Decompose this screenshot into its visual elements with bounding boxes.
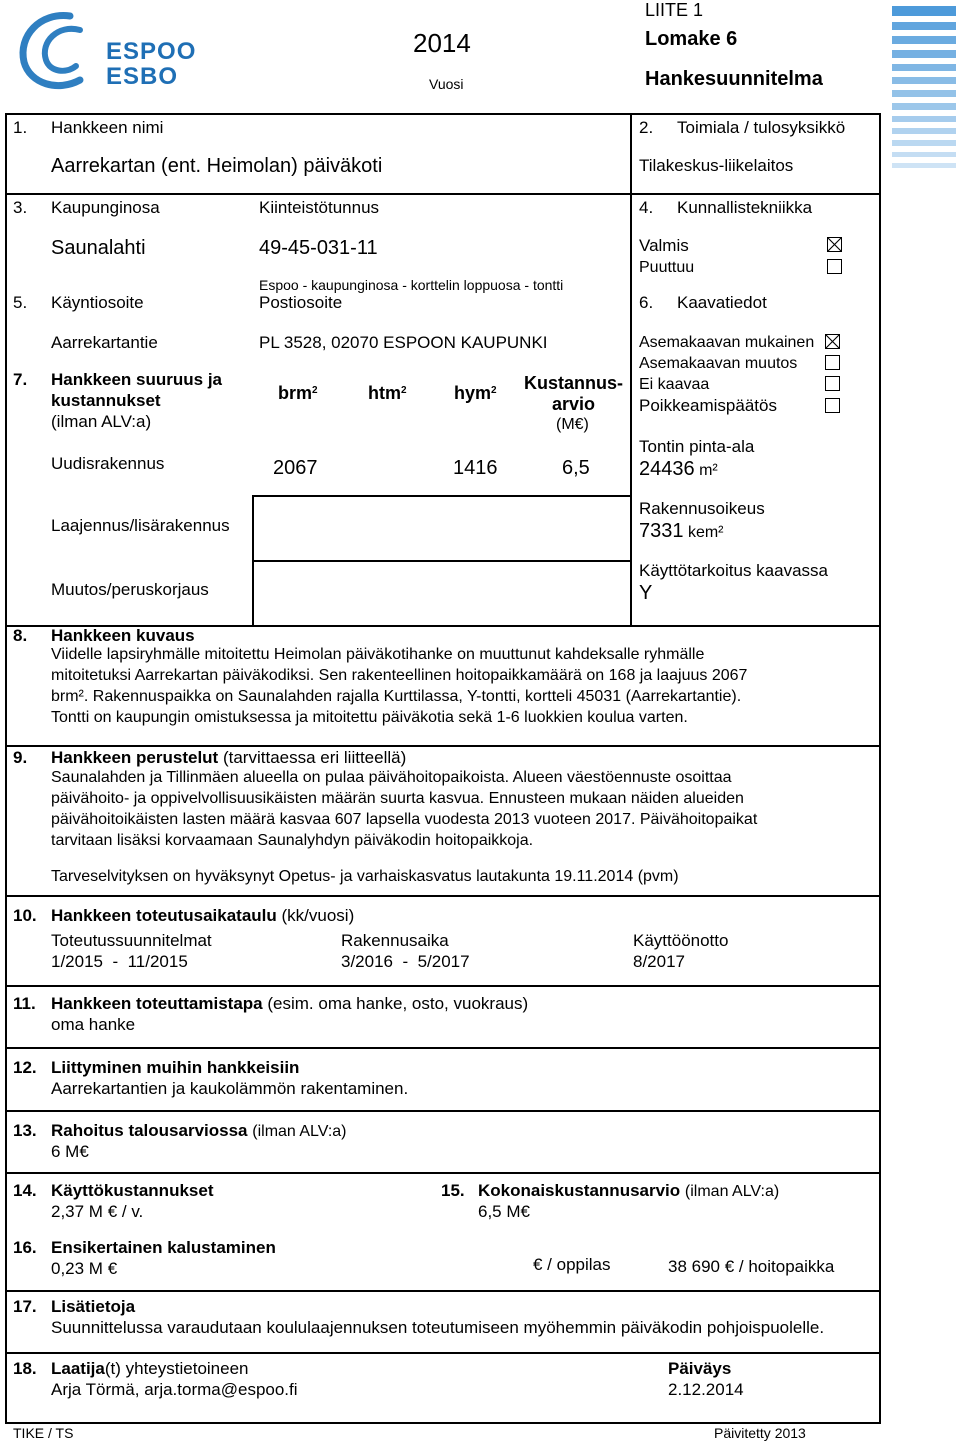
col-brm-header: brm$^2$ bbox=[278, 383, 318, 403]
row-renovation-label: Muutos/peruskorjaus bbox=[51, 580, 209, 599]
plot-area-value: 24436 bbox=[639, 458, 695, 480]
s11-heading bbox=[51, 994, 528, 1014]
s11-label-note: (esim. oma hanke, osto, vuokraus) bbox=[267, 994, 529, 1013]
s9-line4: tarvitaan lisäksi korvaamaan Saunalyhdyn päiväkodin hoitopaikkoja. bbox=[51, 832, 534, 849]
liite-label: LIITE 1 bbox=[645, 0, 704, 20]
building-rights-label: Rakennusoikeus bbox=[639, 499, 765, 518]
zoning-checkbox-change[interactable] bbox=[825, 355, 840, 370]
s9-approval-line: Tarveselvityksen on hyväksynyt Opetus- ja varhaiskasvatus lautakunta 19.11.2014 (pvm) bbox=[51, 868, 679, 885]
plot-area-label: Tontin pinta-ala bbox=[639, 437, 755, 456]
s13-value: 6 M€ bbox=[51, 1142, 89, 1161]
zoning-option-compliant: Asemakaavan mukainen bbox=[639, 334, 815, 351]
s15-value: 6,5 M€ bbox=[478, 1202, 530, 1221]
building-rights-unit: kem² bbox=[687, 524, 724, 541]
s18-label: Laatija bbox=[51, 1359, 105, 1378]
department-value: Tilakeskus-liikelaitos bbox=[639, 156, 794, 175]
s9-heading bbox=[51, 748, 406, 768]
s6-number: 6. bbox=[639, 293, 654, 312]
s4-number: 4. bbox=[639, 198, 654, 217]
s6-label: Kaavatiedot bbox=[677, 293, 767, 312]
s16-number: 16. bbox=[13, 1238, 37, 1257]
s10-number: 10. bbox=[13, 906, 37, 925]
s1-label: Hankkeen nimi bbox=[51, 118, 164, 137]
year-value: 2014 bbox=[413, 28, 471, 58]
col-hym-header: hym$^2$ bbox=[454, 383, 497, 403]
s18-value: Arja Törmä, arja.torma@espoo.fi bbox=[51, 1380, 298, 1399]
s10-label-note: (kk/vuosi) bbox=[281, 906, 355, 925]
s5-label: Käyntiosoite bbox=[51, 293, 144, 312]
property-id-note: Espoo - kaupunginosa - korttelin loppuosa - tontti bbox=[259, 277, 564, 293]
s8-line1: Viidelle lapsiryhmälle mitoitettu Heimolan päiväkotihanke on muuttunut kahdeksalle ryhmälle bbox=[51, 646, 705, 663]
col-cost-header-line2: arvio bbox=[552, 394, 596, 414]
plot-area-unit: m² bbox=[699, 462, 718, 479]
schedule-construction-label: Rakennusaika bbox=[341, 931, 449, 950]
s9-label-note: (tarvittaessa eri liitteellä) bbox=[222, 748, 407, 767]
plot-area-row bbox=[639, 458, 718, 481]
property-id-label: Kiinteistötunnus bbox=[259, 198, 380, 217]
zoning-option-change: Asemakaavan muutos bbox=[639, 355, 798, 372]
col-cost-header-line1: Kustannus- bbox=[524, 373, 623, 393]
building-rights-value: 7331 bbox=[639, 520, 684, 542]
s1-number: 1. bbox=[13, 118, 28, 137]
schedule-planning-value: 1/2015 - 11/2015 bbox=[51, 952, 188, 971]
date-value: 2.12.2014 bbox=[668, 1380, 744, 1399]
s7-label-line3: (ilman ALV:a) bbox=[51, 412, 152, 431]
s9-line3: päivähoitoikäisten lasten määrä kasvaa 607 lapsella vuodesta 2013 vuoteen 2017. Päivähoitopaikat bbox=[51, 811, 758, 828]
s8-line4: Tontti on kaupungin omistuksessa ja mitoitettu päiväkotia sekä 1-6 luokkien koulua varten. bbox=[51, 709, 688, 726]
s17-value: Suunnittelussa varaudutaan koululaajennuksen toteutumiseen myöhemmin päiväkodin pohjoispuolelle. bbox=[51, 1318, 825, 1337]
s17-label: Lisätietoja bbox=[51, 1297, 136, 1316]
infra-checkbox-missing[interactable] bbox=[827, 259, 842, 274]
s18-number: 18. bbox=[13, 1359, 37, 1378]
s2-number: 2. bbox=[639, 118, 654, 137]
doc-title: Hankesuunnitelma bbox=[645, 68, 823, 90]
s7-label-line1: Hankkeen suuruus ja bbox=[51, 370, 223, 389]
s8-label: Hankkeen kuvaus bbox=[51, 626, 195, 645]
schedule-planning-label: Toteutussuunnitelmat bbox=[51, 931, 212, 950]
s2-label: Toimiala / tulosyksikkö bbox=[677, 118, 846, 137]
infra-option-missing: Puuttuu bbox=[639, 259, 695, 276]
row-new-construction-label: Uudisrakennus bbox=[51, 454, 165, 473]
district-value: Saunalahti bbox=[51, 237, 146, 259]
s3-number: 3. bbox=[13, 198, 28, 217]
s13-heading bbox=[51, 1121, 347, 1141]
s16-label: Ensikertainen kalustaminen bbox=[51, 1238, 276, 1257]
s14-label: Käyttökustannukset bbox=[51, 1181, 214, 1200]
footer-left: TIKE / TS bbox=[13, 1425, 74, 1441]
property-id-value: 49-45-031-11 bbox=[259, 237, 378, 259]
s12-label: Liittyminen muihin hankkeisiin bbox=[51, 1058, 300, 1077]
s12-number: 12. bbox=[13, 1058, 37, 1077]
lomake-label: Lomake 6 bbox=[645, 28, 738, 50]
schedule-construction-value: 3/2016 - 5/2017 bbox=[341, 952, 470, 971]
zoning-checkbox-compliant[interactable] bbox=[825, 334, 840, 349]
s4-label: Kunnallistekniikka bbox=[677, 198, 813, 217]
row-extension-label: Laajennus/lisärakennus bbox=[51, 516, 230, 535]
postal-value: PL 3528, 02070 ESPOON KAUPUNKI bbox=[259, 333, 548, 352]
s14-value: 2,37 M € / v. bbox=[51, 1202, 144, 1221]
col-cost-header-line3: (M€) bbox=[556, 416, 589, 433]
logo-swirl-icon bbox=[10, 8, 110, 96]
date-label: Päiväys bbox=[668, 1359, 732, 1378]
s9-line1: Saunalahden ja Tillinmäen alueella on pulaa päivähoitopaikoista. Alueen väestöennuste osoittaa bbox=[51, 769, 732, 786]
s11-value: oma hanke bbox=[51, 1015, 136, 1034]
s10-label: Hankkeen toteutusaikataulu bbox=[51, 906, 277, 925]
s3-label: Kaupunginosa bbox=[51, 198, 160, 217]
s14-number: 14. bbox=[13, 1181, 37, 1200]
s11-label: Hankkeen toteuttamistapa bbox=[51, 994, 263, 1013]
land-use-label: Käyttötarkoitus kaavassa bbox=[639, 561, 828, 580]
footer-right: Päivitetty 2013 bbox=[714, 1425, 806, 1441]
s9-line2: päivähoito- ja oppivelvollisuusikäisten määrän suurta kasvua. Ennusteen mukaan näiden alueiden bbox=[51, 790, 744, 807]
s11-number: 11. bbox=[13, 994, 36, 1013]
s7-label-line2: kustannukset bbox=[51, 391, 161, 410]
zoning-checkbox-exception[interactable] bbox=[825, 398, 840, 413]
espoo-logo bbox=[10, 8, 210, 98]
land-use-value: Y bbox=[639, 582, 653, 604]
col-htm-header: htm$^2$ bbox=[368, 383, 407, 403]
s15-label: Kokonaiskustannusarvio bbox=[478, 1181, 681, 1200]
infra-option-ready: Valmis bbox=[639, 236, 689, 255]
logo-esbo-text: ESBO bbox=[106, 63, 179, 90]
s16-value: 0,23 M € bbox=[51, 1259, 118, 1278]
postal-label: Postiosoite bbox=[259, 293, 343, 312]
s15-label-note: (ilman ALV:a) bbox=[684, 1183, 780, 1200]
s9-label: Hankkeen perustelut bbox=[51, 748, 219, 767]
s17-number: 17. bbox=[13, 1297, 37, 1316]
s8-line2: mitoitetuksi Aarrekartan päiväkodiksi. Sen rakenteellinen hoitopaikkamäärä on 168 ja laajuus 2067 bbox=[51, 667, 748, 684]
row-new-construction-brm: 2067 bbox=[273, 457, 318, 479]
zoning-option-none: Ei kaavaa bbox=[639, 376, 710, 393]
s9-number: 9. bbox=[13, 748, 28, 767]
s13-label: Rahoitus talousarviossa bbox=[51, 1121, 248, 1140]
per-pupil-cost: € / oppilas bbox=[533, 1255, 611, 1274]
decorative-stripes-icon bbox=[892, 6, 956, 176]
s8-line3: brm². Rakennuspaikka on Saunalahden rajalla Kurttilassa, Y-tontti, kortteli 45031 (Aarrekartantie). bbox=[51, 688, 742, 705]
infra-checkbox-ready[interactable] bbox=[827, 237, 842, 252]
building-rights-row bbox=[639, 520, 724, 543]
schedule-commissioning-label: Käyttöönotto bbox=[633, 931, 729, 950]
project-name: Aarrekartan (ent. Heimolan) päiväkoti bbox=[51, 155, 383, 177]
s15-number: 15. bbox=[441, 1181, 465, 1200]
s18-heading bbox=[51, 1359, 249, 1379]
street-address-value: Aarrekartantie bbox=[51, 333, 158, 352]
zoning-checkbox-none[interactable] bbox=[825, 376, 840, 391]
s18-label-rest: (t) yhteystietoineen bbox=[104, 1359, 249, 1378]
s5-number: 5. bbox=[13, 293, 28, 312]
s13-label-note: (ilman ALV:a) bbox=[252, 1123, 347, 1140]
year-label: Vuosi bbox=[429, 76, 464, 92]
zoning-option-exception: Poikkeamispäätös bbox=[639, 396, 777, 415]
row-new-construction-hym: 1416 bbox=[453, 457, 498, 479]
row-new-construction-cost: 6,5 bbox=[562, 457, 590, 479]
s7-number: 7. bbox=[13, 370, 28, 389]
per-place-cost: 38 690 € / hoitopaikka bbox=[668, 1257, 835, 1276]
schedule-commissioning-value: 8/2017 bbox=[633, 952, 685, 971]
s12-value: Aarrekartantien ja kaukolämmön rakentaminen. bbox=[51, 1079, 409, 1098]
s15-heading bbox=[478, 1181, 779, 1201]
s10-heading bbox=[51, 906, 354, 926]
s8-number: 8. bbox=[13, 626, 28, 645]
logo-espoo-text: ESPOO bbox=[106, 38, 197, 65]
s13-number: 13. bbox=[13, 1121, 37, 1140]
